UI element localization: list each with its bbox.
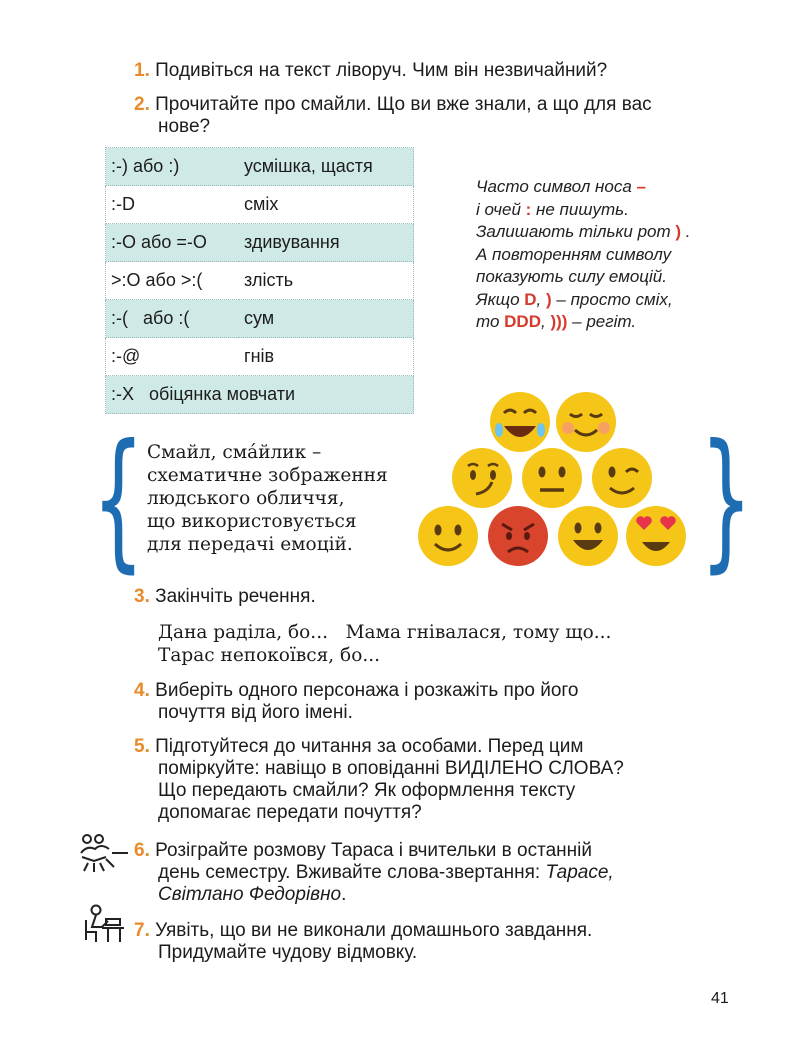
note-text: А повторенням символу [476,244,672,264]
table-row [106,186,414,224]
task-text: Що передають смайли? Як оформлення тексту [158,780,576,801]
task-text: . [341,884,347,905]
emoticon-table [105,147,414,414]
sentence: Тарас непокоївся, бо... [158,645,380,666]
task-3 [134,586,316,608]
task-text: день семестру. Вживайте слова-звертання: [158,862,546,883]
note-text: не пишуть. [531,199,629,219]
task-number: 5. [134,736,150,757]
note-text: Залишають тільки рот [476,222,676,241]
definition-line: людського обличчя, [147,488,345,509]
note-text: – просто сміх, [551,289,673,309]
table-row [106,224,414,262]
task-text: Розіграйте розмову Тараса і вчительки в останній [155,840,592,861]
task-4 [134,680,579,724]
angry-emoji-icon [488,506,548,566]
blushing-smile-emoji-icon [556,392,616,452]
note-text: . [681,222,691,241]
emoticon-code: :-D [106,186,240,224]
task-number: 2. [134,94,150,115]
note-highlight: : [525,199,532,219]
note-highlight: ) [675,222,682,241]
definition-line: Смайл, сма́йлик – [147,442,322,463]
emoticon-meaning: сум [239,300,414,338]
note-text: Часто символ носа [476,177,637,196]
wink-emoji-icon [592,448,652,508]
note-highlight: D [524,289,537,309]
emoticon-meaning: гнів [239,338,414,376]
task-2 [134,94,652,138]
emoji-pyramid [416,388,696,568]
sentence: Дана раділа, бо... [158,622,328,643]
emoticon-meaning: злість [239,262,414,300]
task-1 [134,60,607,82]
definition-line: схематичне зображення [147,465,388,486]
task-number: 6. [134,840,150,861]
sentence: Мама гнівалася, тому що... [345,622,612,643]
task-text: Закінчіть речення. [155,586,316,607]
note-text: , [536,289,546,309]
note-highlight: ))) [550,312,568,331]
neutral-face-emoji-icon [522,448,582,508]
emoticon-note [476,176,716,334]
note-text: – регіт. [567,312,637,331]
heart-eyes-emoji-icon [626,506,686,566]
page-number: 41 [711,990,729,1007]
note-text: Якщо [476,289,525,309]
smirk-emoji-icon [452,448,512,508]
note-highlight: ) [546,289,552,309]
task-text: допомагає передати почуття? [158,802,422,823]
task-text: Уявіть, що ви не виконали домашнього завдання. [155,920,593,941]
left-brace-icon: { [92,413,145,587]
task-text: Подивіться на текст ліворуч. Чим він незвичайний? [155,60,608,81]
emoticon-code: :-Х обіцянка мовчати [106,376,414,414]
table-row [106,338,414,376]
task-text: Прочитайте про смайли. Що ви вже знали, а що для вас [155,94,652,115]
pair-work-icon [78,833,130,875]
note-text: показують силу емоцій. [476,267,667,286]
table-row [106,148,414,186]
task-text: Виберіть одного персонажа і розкажіть про його [155,680,579,701]
smile-emoji-icon [418,506,478,566]
task-7 [134,920,592,964]
emoticon-meaning: сміх [239,186,414,224]
crying-laughing-emoji-icon [490,392,550,452]
right-brace-icon: } [700,413,753,587]
task-text: нове? [158,116,211,137]
task-6 [134,840,614,906]
task-text: Придумайте чудову відмовку. [158,942,418,963]
note-highlight: DDD [504,312,541,331]
note-highlight: – [636,177,647,196]
emoticon-code: :-( або :( [106,300,240,338]
note-text: і очей [476,199,526,219]
student-desk-icon [82,904,126,946]
task-text: поміркуйте: навіщо в оповіданні ВИДІЛЕНО СЛОВА? [158,758,624,779]
note-text: , [541,312,551,331]
table-row [106,376,414,414]
task-text: Підготуйтеся до читання за особами. Перед цим [155,736,584,757]
emoticon-meaning: усмішка, щастя [239,148,414,186]
task-5 [134,736,624,824]
emoticon-meaning: здивування [239,224,414,262]
note-text: то [476,312,505,331]
task-number: 7. [134,920,150,941]
task-text-italic: Світлано Федорівно [158,884,342,905]
task-number: 1. [134,60,150,81]
task-number: 3. [134,586,150,607]
emoticon-code: >:О або >:( [106,262,240,300]
task-text-italic: Тарасе, [545,862,614,883]
definition-line: для передачі емоцій. [147,534,353,555]
grinning-emoji-icon [558,506,618,566]
table-row [106,262,414,300]
task-number: 4. [134,680,150,701]
task-text: почуття від його імені. [158,702,353,723]
definition-line: що використовується [147,511,357,532]
emoticon-code: :-) або :) [106,148,240,186]
emoticon-code: :-О або =-О [106,224,240,262]
table-row [106,300,414,338]
sentence-block [158,621,611,667]
definition-block [147,441,417,556]
emoticon-code: :-@ [106,338,240,376]
